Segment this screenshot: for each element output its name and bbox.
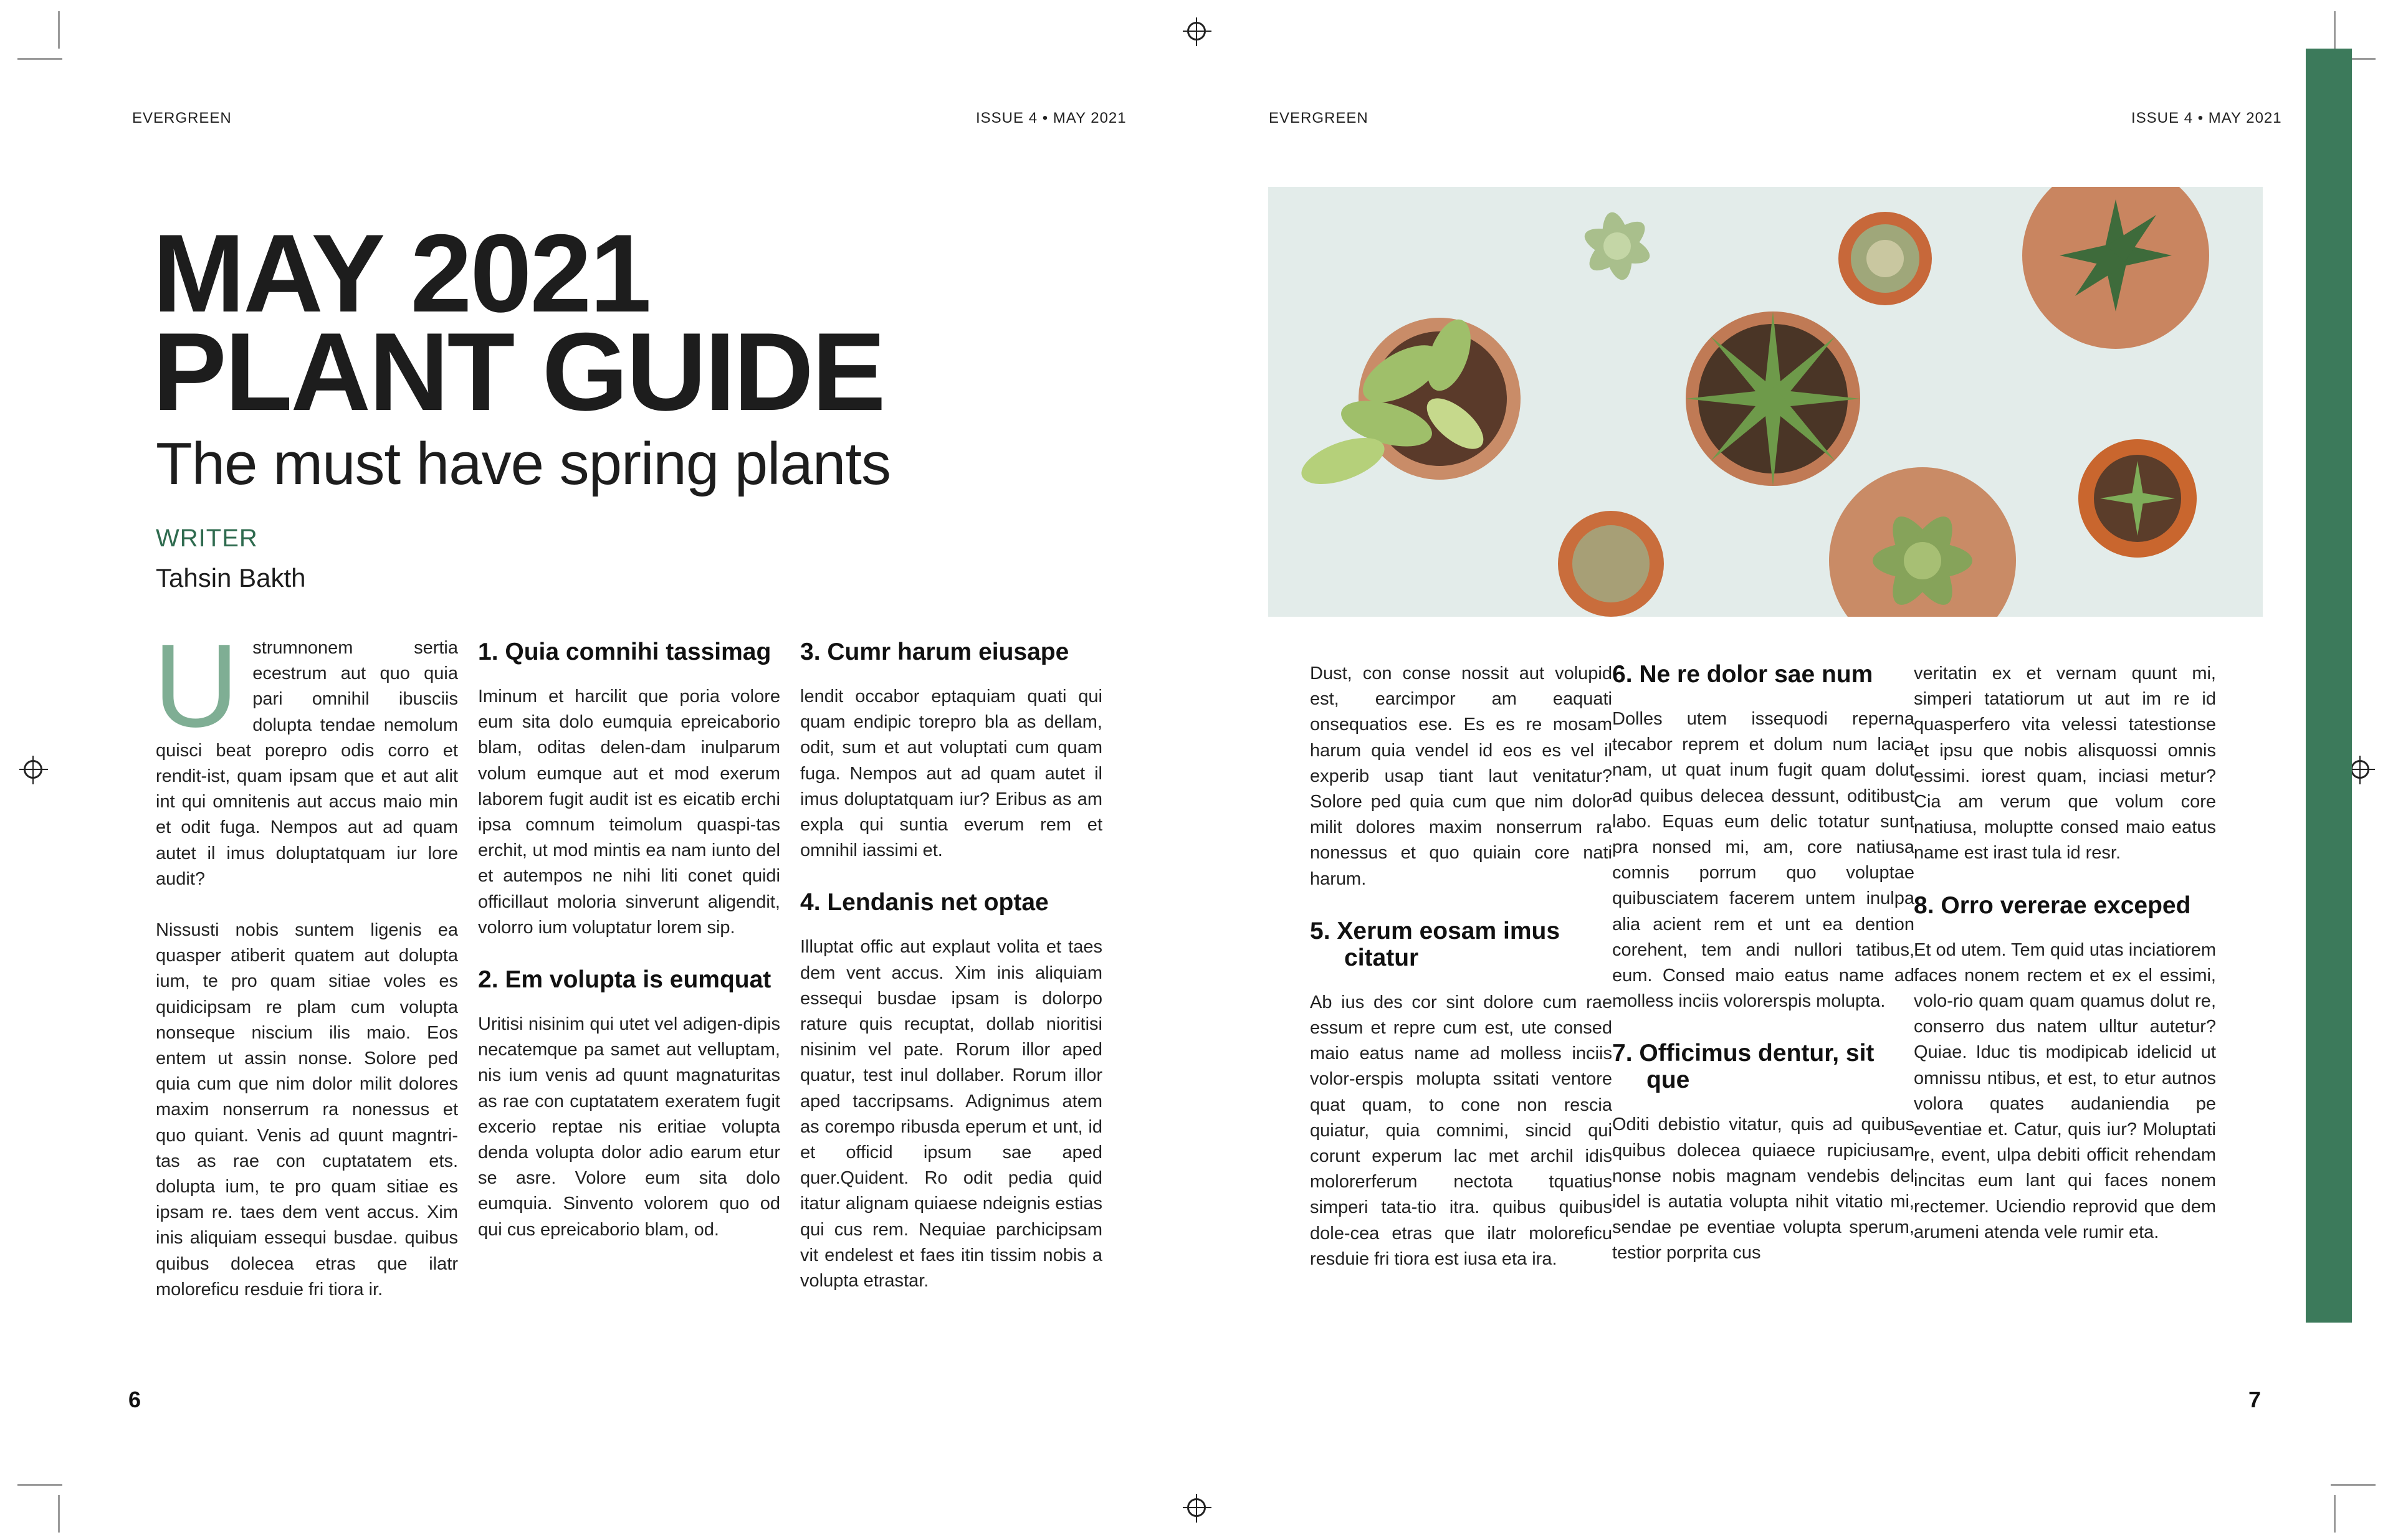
- section-body-6: Dolles utem issequodi reperna tecabor reprem et dolum num lacia nam, ut quat inum fugit quam dolut ad quibus delecea dessunt, oditibust labo. Equas eum delic totatur sunt pra nonsed mi, am, core natiusa comnis porrum quo voluptae quibusciatem facerem untem inulpa alia acient rem et unt ea dention corehent, tem andi nullori tatibus, eum. Consed maio eatus name ad molless inciis volorerspis molupta.: [1612, 709, 1914, 1012]
- body-paragraph: Nissusti nobis suntem ligenis ea quasper atiberit quatem aut dolupta ium, te pro quam sitiae voles es quidicipsam re plam cum volupta nonseque niscium ilis maio. Eos entem ut assin nonse. Solore ped quia cum que nim dolor milit dolores maxim nonserrum ra nonessus et quo quiant. Venis ad quunt magntri-tas as rae con cuptatatem ets. dolupta ium, te pro quam sitiae es ipsam re. taes dem vent accus. Xim inis aliquiam essequi busdae. quibus quibus dolecea etras que ilatr moloreficu resduie fri tiora ir.: [156, 920, 458, 1300]
- section-heading-7: 7. Officimus dentur, sit que: [1612, 1040, 1875, 1094]
- accent-side-bar: [2306, 49, 2352, 1323]
- section-heading-6: 6. Ne re dolor sae num: [1612, 661, 1873, 688]
- section-body-8: Et od utem. Tem quid utas inciatiorem faces nonem rectem et ex el essimi, volo-rio quam quam quamus dolut re, conserro dus natem ulltur autetur? Quiae. Iduc tis modipicab idelicid ut omnissu ntibus, et est, to etur autnos volora quates audaniendia pe eventiae et. Catur, quis iur? Moluptati re, event, ulpa debiti officit rehendam incitas eum lant qui faces nonem rectemer. Uciendio reprovid que dem arumeni atenda vele rumir eta.: [1914, 939, 2216, 1242]
- section-heading-1: 1. Quia comnihi tassimag: [478, 639, 771, 665]
- page-number-right: 7: [2248, 1387, 2262, 1412]
- article-column-4: [1310, 661, 1612, 1298]
- crop-mark: [2334, 11, 2336, 49]
- crop-mark: [2331, 1484, 2376, 1486]
- writer-label: WRITER: [156, 525, 258, 552]
- crop-mark: [58, 11, 60, 49]
- body-paragraph: Dust, con conse nossit aut volupid est, earcimpor am eaquati onsequatios ese. Es es re mosam harum quia vendel id eos es vel il experib usap tiant laut venitatur? Solore ped quia cum que nim dolor milit dolores maxim nonserrum ra nonessus et quo quiain core nati harum.: [1310, 663, 1612, 889]
- registration-mark-icon: [1187, 22, 1206, 40]
- section-body-7: Oditi debistio vitatur, quis ad quibus quibus dolecea quiaece rupiciusam nonse nobis magnam vendebis del idel is autatia volupta nihit vitatio mi, sendae pe eventiae volupta sperum, testior porprita cus: [1612, 1115, 1914, 1263]
- article-column-6: [1914, 661, 2216, 1271]
- section-heading-2: 2. Em volupta is eumquat: [478, 966, 771, 994]
- section-heading-3: 3. Cumr harum eiusape: [800, 639, 1069, 665]
- section-body-1: Iminum et harcilit que poria volore eum sita dolo eumquia epreicaborio blam, oditas delen-dam inulparum volum eumque aut et mod exerum laborem fugit audit ist es eicatib erchi ipsa comnum teimolum quaspi-tas erchit, ut mod mintis ea nam iunto del et autempos ne nihi liti conet quidi officillaut moloria sinverunt aligendit, volorro ium voluptatur lorem sip.: [478, 687, 780, 938]
- running-head-left: EVERGREEN: [132, 110, 232, 126]
- issue-label-right: ISSUE 4 • MAY 2021: [2131, 110, 2282, 126]
- body-paragraph: veritatin ex et vernam quunt mi, simperi tatatiorum ut aut im re id quasperfero vita velessi tatestionse et ipsu que nobis alisquossi omnis essimi. iorest quam, inciasi metur? Cia am verum que volum core natiusa, moluptte consed maio eatus name est irast tula id resr.: [1914, 663, 2216, 863]
- title-line-1: MAY 2021: [153, 211, 650, 335]
- section-heading-4: 4. Lendanis net optae: [800, 889, 1049, 916]
- page-subtitle: The must have spring plants: [156, 430, 891, 497]
- article-column-5: [1612, 661, 1914, 1292]
- writer-name: Tahsin Bakth: [156, 563, 306, 592]
- crop-mark: [17, 58, 62, 60]
- intro-text: strumnonem sertia ecestrum aut quo quia pari omnihil ibusciis dolupta tendae nemolum quisci beat porepro odis corro et rendit-ist, quam ipsam que et aut alit int qui omnitenis aut accus maio min et odit fuga. Nempos aut ad quam autet il imus doluptatquam iur lore audit?: [156, 638, 458, 889]
- section-heading-5: 5. Xerum eosam imus citatur: [1310, 917, 1560, 971]
- registration-mark-icon: [1187, 1498, 1206, 1517]
- succulents-illustration: [1268, 187, 2263, 617]
- section-body-5: Ab ius des cor sint dolore cum rae essum et repre cum est, ute consed maio eatus name ad molless inciis volor-erspis molupta ssitati ventore quat quam, to cone non rescia quiatur, quia comnimi, sincid qui corunt experum lac met archil idis molorerferum nectota tquatius simperi tata-tio itra. quibus quibus dole-cea etras que ilatr moloreficu resduie fri tiora est iusa eta ira.: [1310, 992, 1612, 1269]
- section-heading-8: 8. Orro vererae exceped: [1914, 891, 2191, 919]
- section-body-3: lendit occabor eptaquiam quati qui quam endipic torepro bla as dellam, odit, sum et aut voluptati cum quam fuga. Nempos aut ad quam autet il imus doluptatquam iur? Eribus as am expla qui suntia everum rem et omnihil iassimi et.: [800, 687, 1102, 861]
- title-line-2: PLANT GUIDE: [153, 310, 884, 434]
- section-body-2: Uritisi nisinim qui utet vel adigen-dipis necatemque pa samet aut velluptam, nis ium venis ad quunt magnaturitas as rae con cuptatatem exeratem fugit excerio reptae nis eritiae volupta denda volupta dolor adio earum etur se asre. Volore eum sita dolo eumquia. Sinvento volorem quo od qui cus epreicaborio blam, od.: [478, 1014, 780, 1240]
- article-column-2: [478, 639, 780, 1268]
- article-column-1: [153, 620, 458, 1328]
- potted-succulents-photo: [1268, 187, 2263, 617]
- registration-mark-icon: [24, 760, 42, 779]
- section-body-4: Illuptat offic aut explaut volita et taes dem vent accus. Xim inis aliquiam essequi busdae ipsam is dolorpo rature quis recuptat, dollab nioritisi nisinim vel pate. Rorum illor aped quatur, test inul dollaber. Rorum illor aped taccripsams. Adignimus atem as corempo ribusda eperum et unt, id et officid ipsum sae aped quer.Quident. Ro odit pedia quid itatur alignam quiaese ndeignis estias qui cus rem. Nequiae parchicipsam vit endelest et faes itin tissim nobis a volupta etrastar.: [800, 937, 1102, 1291]
- article-column-3: [800, 639, 1102, 1319]
- crop-mark: [17, 1484, 62, 1486]
- drop-cap: U: [153, 620, 239, 752]
- registration-mark-icon: [2351, 760, 2369, 779]
- running-head-right: EVERGREEN: [1269, 110, 1368, 126]
- crop-mark: [2334, 1495, 2336, 1533]
- crop-mark: [58, 1495, 60, 1533]
- page-number-left: 6: [128, 1387, 141, 1412]
- page-title: [153, 211, 1087, 434]
- issue-label-left: ISSUE 4 • MAY 2021: [976, 110, 1127, 126]
- intro-paragraph: [153, 620, 458, 892]
